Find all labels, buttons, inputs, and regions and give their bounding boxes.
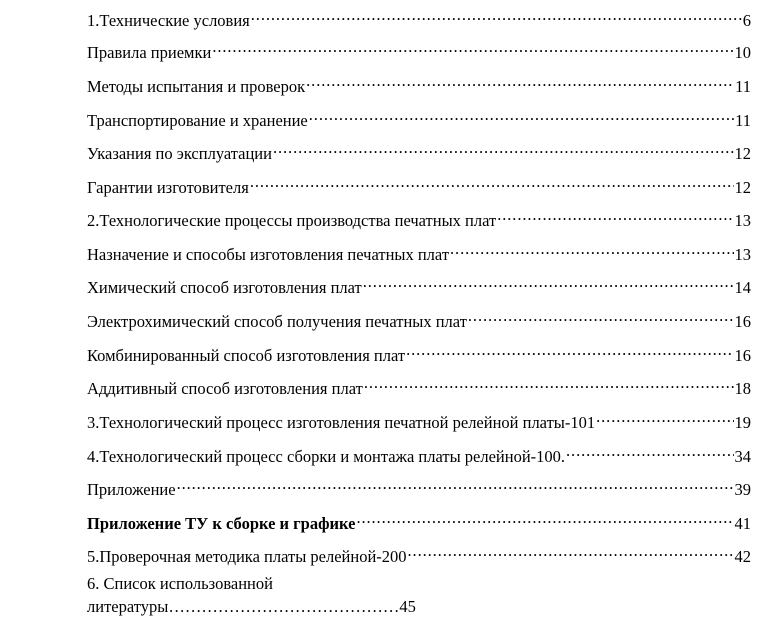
toc-entry-page: 12 <box>734 144 751 163</box>
toc-dot-leader <box>596 406 733 428</box>
toc-dot-leader <box>309 104 734 126</box>
toc-entry-page: 10 <box>734 43 751 62</box>
toc-entry-title: 3.Технологический процесс изготовления печатной релейной платы-101 <box>87 413 596 432</box>
toc-entry-title: Гарантии изготовителя <box>87 178 249 197</box>
toc-dot-leader <box>251 4 742 26</box>
toc-entry-page: 34 <box>734 447 751 466</box>
toc-dot-leader <box>363 271 734 293</box>
toc-entry-title: Методы испытания и проверок <box>87 77 306 96</box>
toc-entry-title: Приложение <box>87 480 176 499</box>
toc-entry <box>87 70 751 96</box>
toc-entry-page: 42 <box>734 547 751 566</box>
toc-entry-title: 5.Проверочная методика платы релейной-200 <box>87 547 407 566</box>
toc-entry-page: 14 <box>734 278 751 297</box>
toc-entry <box>87 36 751 62</box>
toc-last-entry-line2: литературы……………………………………45 <box>87 597 416 616</box>
toc-entry <box>87 372 751 398</box>
toc-dot-leader <box>364 372 734 394</box>
toc-dot-leader <box>273 137 734 159</box>
toc-entry-title: Электрохимический способ получения печатных плат <box>87 312 467 331</box>
toc-entry-page: 41 <box>734 514 751 533</box>
toc-entry <box>87 271 751 297</box>
toc-entry-page: 13 <box>734 211 751 230</box>
toc-entry-title: Назначение и способы изготовления печатных плат <box>87 245 450 264</box>
toc-entry <box>87 406 751 432</box>
toc-entry-page: 6 <box>742 11 751 30</box>
toc-entry <box>87 204 751 230</box>
toc-entry-page: 12 <box>734 178 751 197</box>
toc-entry <box>87 4 751 30</box>
toc-entry <box>87 507 751 533</box>
toc-entry <box>87 137 751 163</box>
toc-dot-leader <box>408 540 734 562</box>
toc-dot-leader <box>306 70 734 92</box>
toc-entry <box>87 171 751 197</box>
toc-entry-title: 4.Технологический процесс сборки и монтажа платы релейной-100. <box>87 447 566 466</box>
toc-dot-leader <box>250 171 734 193</box>
toc-entry <box>87 104 751 130</box>
toc-entry <box>87 305 751 331</box>
toc-entry-page: 13 <box>734 245 751 264</box>
toc-entry-page: 18 <box>734 379 751 398</box>
toc-entry-page: 19 <box>734 413 751 432</box>
toc-entry-title: Комбинированный способ изготовления плат <box>87 346 406 365</box>
toc-entry-title: Приложение ТУ к сборке и графике <box>87 514 356 533</box>
toc-entry <box>87 339 751 365</box>
toc-dot-leader <box>356 507 733 529</box>
toc-last-entry-line1: 6. Список использованной <box>87 574 273 593</box>
toc-entry <box>87 540 751 566</box>
toc-dot-leader <box>468 305 734 327</box>
toc-entry-title: Указания по эксплуатации <box>87 144 272 163</box>
toc-dot-leader <box>497 204 733 226</box>
toc-entry-title: Правила приемки <box>87 43 212 62</box>
toc-dot-leader <box>450 238 733 260</box>
toc-entry-title: 1.Технические условия <box>87 11 250 30</box>
toc-dot-leader <box>406 339 733 361</box>
toc-entry-title: Транспортирование и хранение <box>87 111 308 130</box>
toc-dot-leader <box>177 473 734 495</box>
toc-dot-leader <box>212 36 733 58</box>
toc-entry-title: Аддитивный способ изготовления плат <box>87 379 363 398</box>
toc-dot-leader <box>566 440 733 462</box>
toc-entry-title: Химический способ изготовления плат <box>87 278 362 297</box>
toc-entry-page: 39 <box>734 480 751 499</box>
toc-entry-page: 16 <box>734 346 751 365</box>
toc-entry <box>87 473 751 499</box>
toc-entry <box>87 440 751 466</box>
toc-entry-page: 16 <box>734 312 751 331</box>
toc-entry <box>87 238 751 264</box>
toc-entry-page: 11 <box>735 111 751 130</box>
toc-entry-page: 11 <box>735 77 751 96</box>
toc-entry-title: 2.Технологические процессы производства печатных плат <box>87 211 497 230</box>
